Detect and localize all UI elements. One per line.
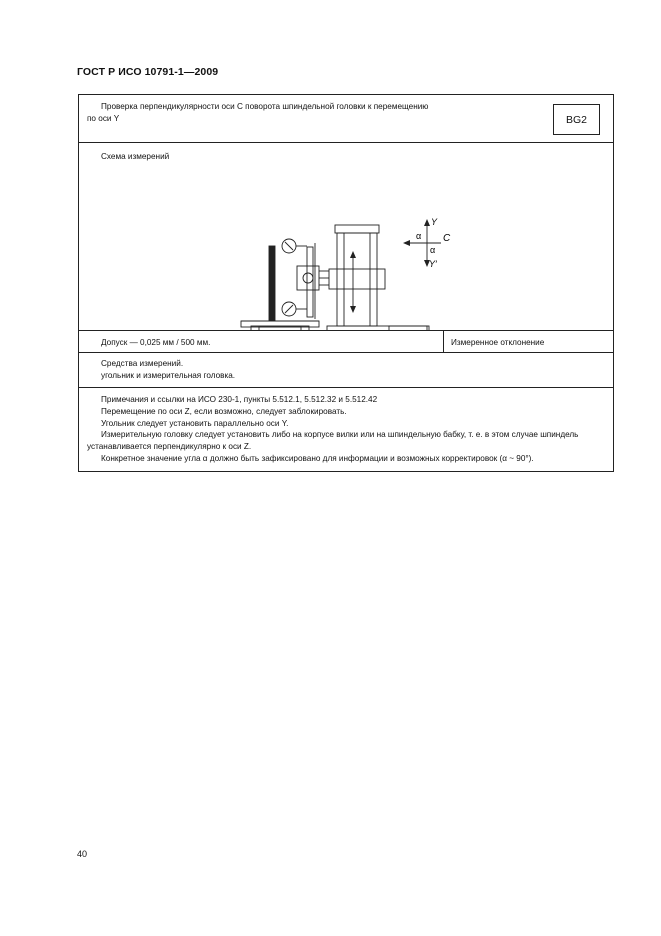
indicator-arm — [307, 247, 313, 317]
scheme-caption: Схема измерений — [101, 152, 170, 161]
square-ruler — [269, 246, 275, 321]
tolerance-value: Допуск — 0,025 мм / 500 мм. — [79, 331, 444, 352]
test-code-box — [553, 104, 600, 135]
tolerance-row — [79, 331, 613, 353]
test-sheet — [78, 94, 614, 472]
axis-label-y: Y — [431, 217, 438, 227]
document-header: ГОСТ Р ИСО 10791-1—2009 — [77, 66, 219, 78]
measured-deviation: Измеренное отклонение — [451, 338, 545, 347]
axis-label-c: C — [443, 233, 451, 244]
machine-column — [337, 233, 377, 326]
note-item: Примечания и ссылки на ИСО 230-1, пункты 5.512.1, 5.512.32 и 5.512.42 — [101, 395, 378, 404]
note-item: Перемещение по оси Z, если возможно, следует заблокировать. — [101, 406, 347, 416]
axis-label-y-prime: Y′ — [429, 259, 437, 269]
measuring-means-items: угольник и измерительная головка. — [101, 370, 236, 380]
axis-label-alpha-lower: α — [430, 245, 436, 255]
note-item: Угольник следует установить параллельно оси Y. — [101, 418, 289, 428]
note-item: Измерительную головку следует установить либо на корпусе вилки или на шпиндельную бабку, т. е. в этом случае шпиндель устанавливается перпендикулярно к оси Z. — [87, 430, 579, 452]
c-axis-arrow-left — [403, 240, 410, 246]
test-title-line1: Проверка перпендикулярности оси C поворота шпиндельной головки к перемещению — [101, 102, 429, 111]
y-axis-arrow-up — [424, 219, 430, 226]
measurement-scheme-row — [79, 143, 613, 331]
notes-row — [79, 388, 613, 471]
axis-label-alpha-upper: α — [416, 231, 422, 241]
measuring-means-title: Средства измерений. — [101, 359, 184, 368]
test-title — [87, 101, 527, 125]
test-title-row — [79, 95, 613, 143]
column-top — [335, 225, 379, 233]
measurement-scheme-drawing — [79, 143, 613, 331]
test-title-line2: по оси Y — [87, 114, 120, 123]
spindle-head — [297, 266, 319, 290]
column-arrow-up — [350, 251, 356, 258]
page-number: 40 — [77, 849, 88, 859]
measuring-means-row — [79, 353, 613, 388]
test-code: BG2 — [565, 113, 587, 126]
spindle-circle — [303, 273, 313, 283]
column-arrow-down — [350, 306, 356, 313]
note-item: Конкретное значение угла α должно быть зафиксировано для информации и возможных корректировок (α ~ 90°). — [101, 453, 534, 463]
